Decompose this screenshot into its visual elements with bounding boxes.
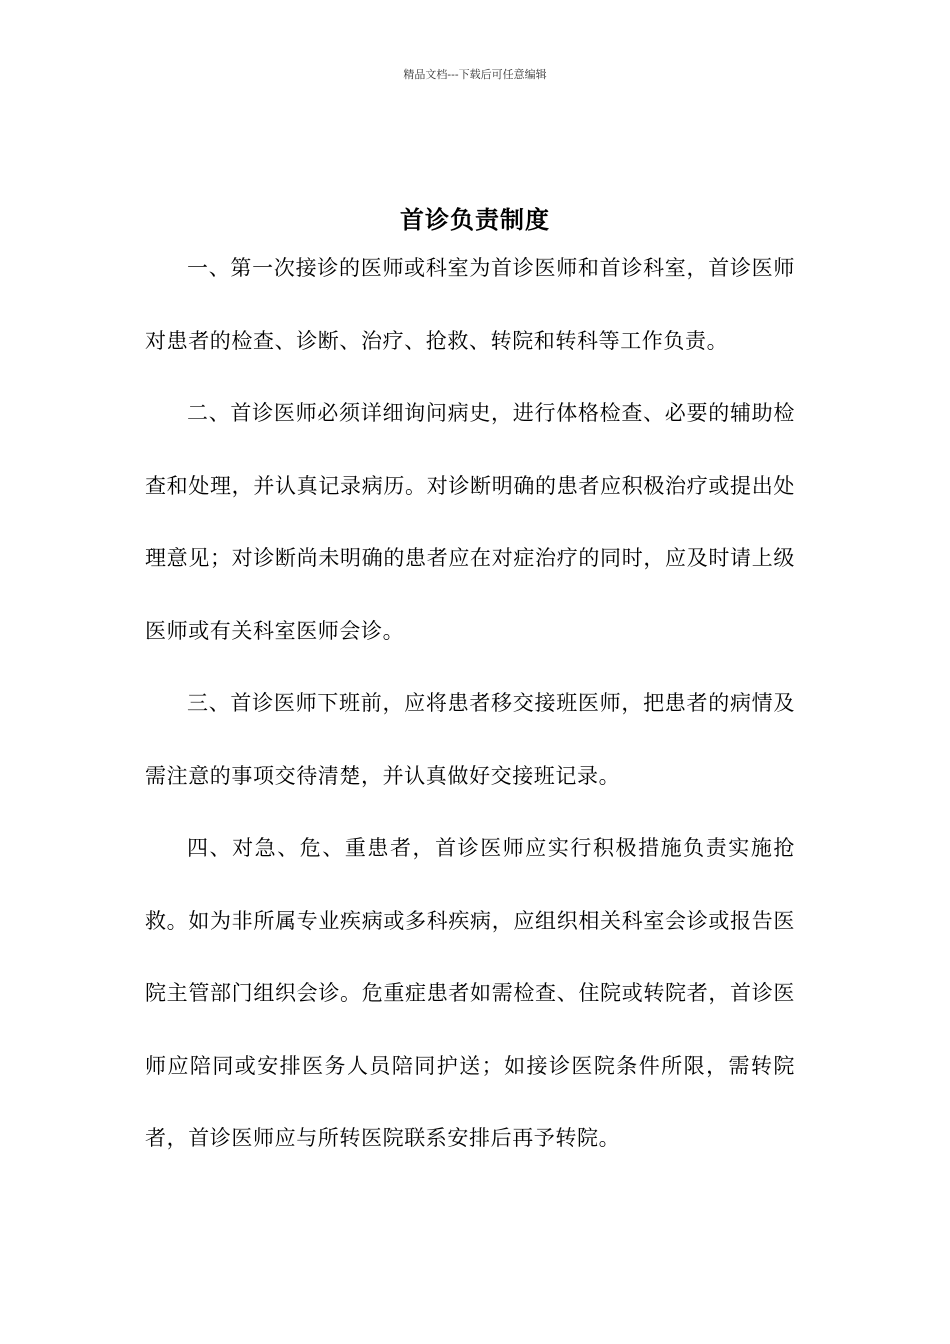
paragraph-2: 二、首诊医师必须详细询问病史，进行体格检查、必要的辅助检查和处理，并认真记录病历。对诊断明确的患者应积极治疗或提出处理意见；对诊断尚未明确的患者应在对症治疗的同时，应及时请上级医师或有关科室医师会诊。 xyxy=(145,401,795,643)
header-note: 精品文档---下载后可任意编辑 xyxy=(403,68,547,81)
document-body xyxy=(145,232,795,1175)
paragraph-4: 四、对急、危、重患者，首诊医师应实行积极措施负责实施抢救。如为非所属专业疾病或多科疾病，应组织相关科室会诊或报告医院主管部门组织会诊。危重症患者如需检查、住院或转院者，首诊医师应陪同或安排医务人员陪同护送；如接诊医院条件所限，需转院者，首诊医师应与所转医院联系安排后再予转院。 xyxy=(145,836,795,1150)
paragraph-3: 三、首诊医师下班前，应将患者移交接班医师，把患者的病情及需注意的事项交待清楚，并认真做好交接班记录。 xyxy=(145,691,795,788)
paragraph-1: 一、第一次接诊的医师或科室为首诊医师和首诊科室，首诊医师对患者的检查、诊断、治疗、抢救、转院和转科等工作负责。 xyxy=(145,256,795,353)
document-title: 首诊负责制度 xyxy=(400,205,550,235)
